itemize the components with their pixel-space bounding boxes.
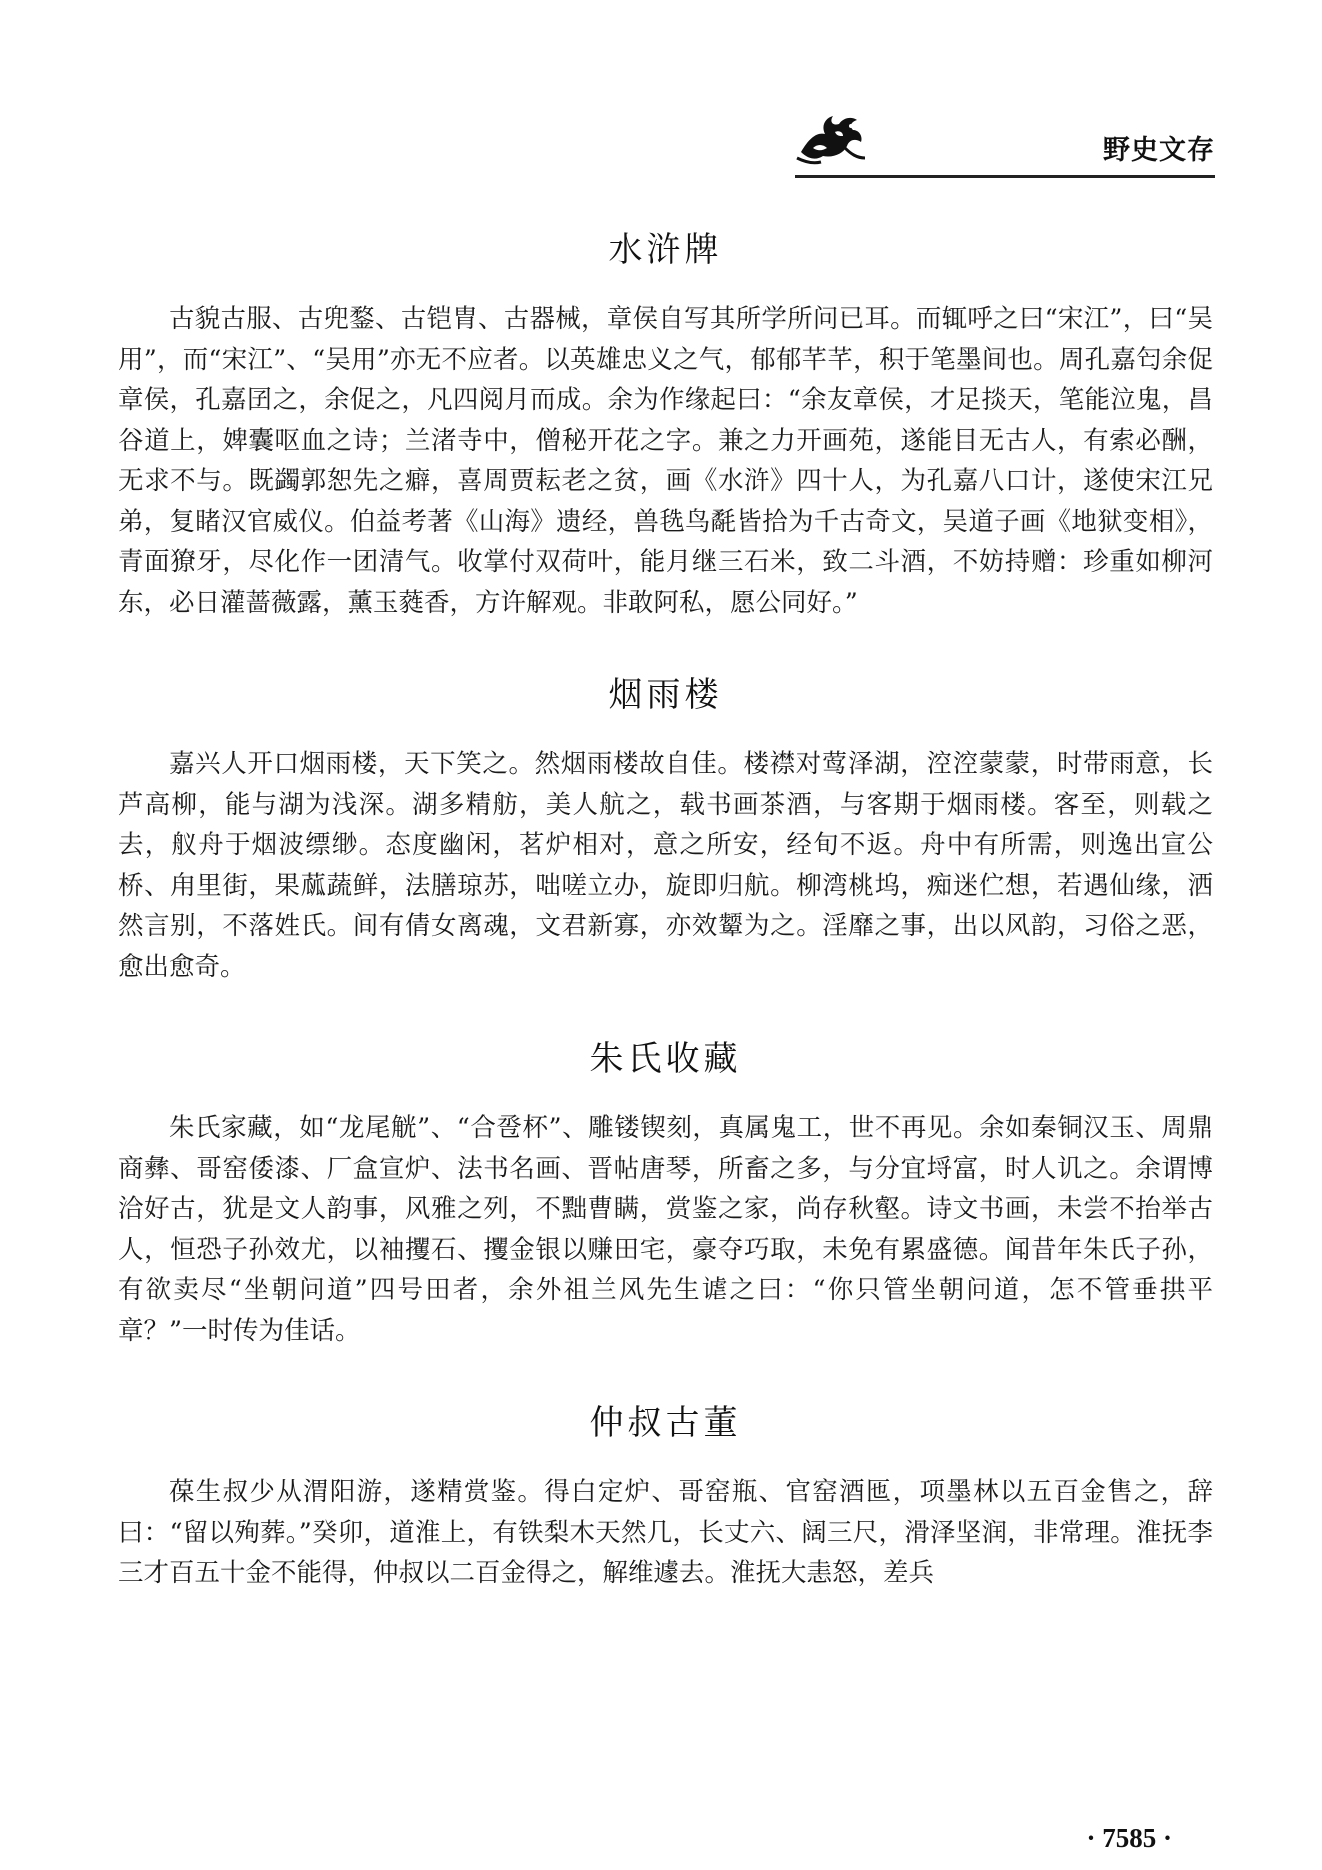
dragon-logo-icon (795, 108, 867, 166)
section-paragraph: 古貌古服、古兜鍪、古铠胄、古器械，章侯自写其所学所问已耳。而辄呼之曰“宋江”，曰“吴用”，而“宋江”、“吴用”亦无不应者。以英雄忠义之气，郁郁芊芊，积于笔墨间也。周孔嘉匄余促章侯，孔嘉囝之，余促之，凡四阅月而成。余为作缘起曰：“余友章侯，才足掞天，笔能泣鬼，昌谷道上，婢囊呕血之诗；兰渚寺中，僧秘开花之字。兼之力开画苑，遂能目无古人，有索必酬，无求不与。既蠲郭恕先之癖，喜周贾耘老之贫，画《水浒》四十人，为孔嘉八口计，遂使宋江兄弟，复睹汉官威仪。伯益考著《山海》遗经，兽毨鸟氄皆拾为千古奇文，吴道子画《地狱变相》，青面獠牙，尽化作一团清气。收掌付双荷叶，能月继三石米，致二斗酒，不妨持赠：珍重如柳河东，必日灌蔷薇露，薰玉蕤香，方许解观。非敢阿私，愿公同好。” (118, 304, 1213, 618)
page-number: · 7585 · (1086, 1823, 1172, 1853)
section-title: 烟雨楼 (608, 675, 723, 715)
section-title: 水浒牌 (608, 230, 723, 270)
page-header (795, 100, 1215, 178)
header-rule (795, 175, 1215, 178)
section-zhongshu-gudong (118, 1395, 1213, 1594)
section-title: 仲叔古董 (589, 1403, 742, 1443)
section-zhushi-shoucang (118, 1031, 1213, 1351)
section-paragraph: 嘉兴人开口烟雨楼，天下笑之。然烟雨楼故自佳。楼襟对莺泽湖，涳涳蒙蒙，时带雨意，长芦高柳，能与湖为浅深。湖多精舫，美人航之，载书画茶酒，与客期于烟雨楼。客至，则载之去，舣舟于烟波缥缈。态度幽闲，茗炉相对，意之所安，经旬不返。舟中有所需，则逸出宣公桥、甪里街，果蓏蔬鲜，法膳琼苏，咄嗟立办，旋即归航。柳湾桃坞，痴迷伫想，若遇仙缘，洒然言别，不落姓氏。间有倩女离魂，文君新寡，亦效颦为之。淫靡之事，出以风韵，习俗之恶，愈出愈奇。 (118, 749, 1213, 982)
running-head: 野史文存 (1103, 135, 1215, 166)
section-yanyu-lou (118, 667, 1213, 987)
page-content (118, 222, 1213, 1594)
section-paragraph: 朱氏家藏，如“龙尾觥”、“合卺杯”、雕镂锲刻，真属鬼工，世不再见。余如秦铜汉玉、周鼎商彝、哥窑倭漆、厂盒宣炉、法书名画、晋帖唐琴，所畜之多，与分宜埒富，时人讥之。余谓博洽好古，犹是文人韵事，风雅之列，不黜曹瞒，赏鉴之家，尚存秋壑。诗文书画，未尝不抬举古人，恒恐子孙效尤，以袖攫石、攫金银以赚田宅，豪夺巧取，未免有累盛德。闻昔年朱氏子孙，有欲卖尽“坐朝问道”四号田者，余外祖兰风先生谑之曰：“你只管坐朝问道，怎不管垂拱平章？”一时传为佳话。 (118, 1113, 1213, 1346)
section-paragraph: 葆生叔少从渭阳游，遂精赏鉴。得白定炉、哥窑瓶、官窑酒匜，项墨林以五百金售之，辞曰：“留以殉葬。”癸卯，道淮上，有铁梨木天然几，长丈六、阔三尺，滑泽坚润，非常理。淮抚李三才百五十金不能得，仲叔以二百金得之，解维遽去。淮抚大恚怒，差兵 (118, 1477, 1213, 1588)
section-title: 朱氏收藏 (589, 1039, 742, 1079)
section-shuihu-pai (118, 222, 1213, 623)
